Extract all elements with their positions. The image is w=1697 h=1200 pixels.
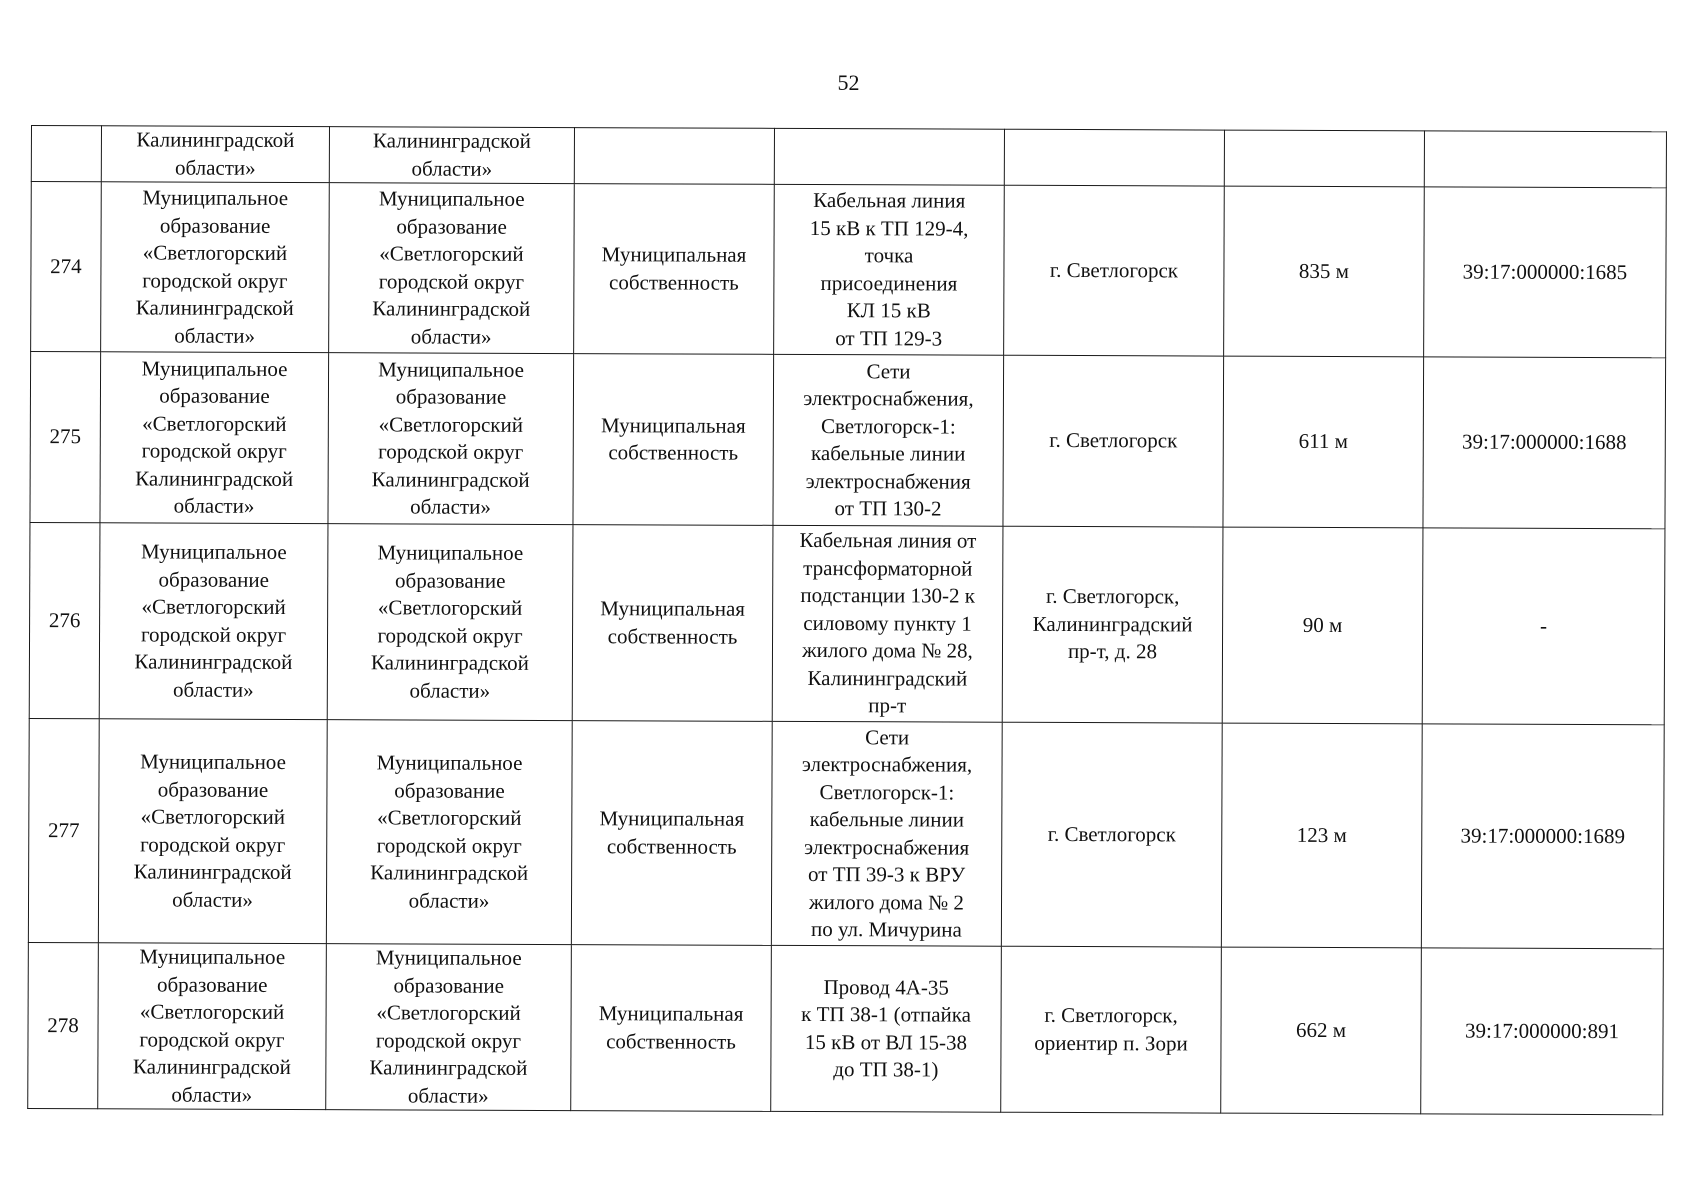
table-row <box>30 352 1666 529</box>
cell-holder: Муниципальное образование «Светлогорский городской округ Калининградской области» <box>98 943 327 1110</box>
cell-holder: Муниципальное образование «Светлогорский городской округ Калининградской области» <box>99 523 328 720</box>
cell-name: Сети электроснабжения, Светлогорск-1: кабельные линии электроснабжения от ТП 39-3 к ВРУ жилого дома № 2 по ул. Мичурина <box>771 721 1002 946</box>
cell-holder: Калининградской области» <box>101 126 329 183</box>
cell-name: Кабельная линия от трансформаторной подстанции 130-2 к силовому пункту 1 жилого дома № 28, Калининградский пр-т <box>772 525 1003 722</box>
cell-cadastral: 39:17:000000:1685 <box>1424 187 1667 358</box>
cell-cadastral: 39:17:000000:891 <box>1421 948 1664 1115</box>
table-row <box>29 522 1665 724</box>
cell-cadastral: - <box>1422 528 1665 725</box>
cell-address: г. Светлогорск, ориентир п. Зори <box>1001 946 1222 1113</box>
cell-name: Кабельная линия 15 кВ к ТП 129-4, точка присоединения КЛ 15 кВ от ТП 129-3 <box>774 184 1005 355</box>
cell-length: 835 м <box>1224 186 1425 357</box>
table-row-continuation <box>31 126 1666 188</box>
cell-length: 662 м <box>1221 947 1422 1114</box>
page-number: 52 <box>837 70 860 95</box>
cell-owner: Муниципальное образование «Светлогорский городской округ Калининградской области» <box>326 720 572 945</box>
cell-name: Сети электроснабжения, Светлогорск-1: кабельные линии электроснабжения от ТП 130-2 <box>773 354 1004 526</box>
cell-owner: Муниципальное образование «Светлогорский городской округ Калининградской области» <box>327 524 573 721</box>
cell-ownership <box>574 128 774 185</box>
cell-ownership: Муниципальная собственность <box>571 945 772 1112</box>
cell-num <box>31 126 101 182</box>
cell-num: 276 <box>29 522 100 718</box>
cell-address: г. Светлогорск <box>1004 185 1225 356</box>
cell-length: 123 м <box>1221 723 1422 948</box>
cell-owner: Калининградской области» <box>329 127 574 184</box>
cell-num: 274 <box>31 182 102 352</box>
cell-address: г. Светлогорск <box>1003 355 1224 527</box>
cell-name <box>774 128 1004 185</box>
property-registry-table <box>27 125 1667 1115</box>
cell-ownership: Муниципальная собственность <box>574 184 775 355</box>
cell-cadastral <box>1424 131 1666 188</box>
cell-owner: Муниципальное образование «Светлогорский городской округ Калининградской области» <box>328 353 574 525</box>
cell-holder: Муниципальное образование «Светлогорский городской округ Калининградской области» <box>98 719 327 944</box>
table-row <box>31 182 1667 358</box>
cell-owner: Муниципальное образование «Светлогорский городской округ Калининградской области» <box>329 183 575 354</box>
cell-holder: Муниципальное образование «Светлогорский городской округ Калининградской области» <box>101 182 330 353</box>
cell-address: г. Светлогорск <box>1001 722 1222 947</box>
cell-owner: Муниципальное образование «Светлогорский городской округ Калининградской области» <box>326 944 572 1111</box>
cell-address: г. Светлогорск, Калининградский пр-т, д. 28 <box>1002 526 1223 723</box>
table-row <box>28 718 1664 948</box>
cell-ownership: Муниципальная собственность <box>571 721 772 946</box>
cell-num: 278 <box>28 942 99 1108</box>
cell-num: 277 <box>28 718 99 942</box>
cell-holder: Муниципальное образование «Светлогорский городской округ Калининградской области» <box>100 352 329 524</box>
cell-ownership: Муниципальная собственность <box>573 354 774 526</box>
cell-cadastral: 39:17:000000:1688 <box>1423 357 1666 529</box>
cell-num: 275 <box>30 352 101 523</box>
cell-length: 611 м <box>1223 356 1424 528</box>
cell-cadastral: 39:17:000000:1689 <box>1421 724 1664 949</box>
cell-ownership: Муниципальная собственность <box>572 525 773 722</box>
cell-address <box>1004 129 1224 186</box>
cell-length: 90 м <box>1222 527 1423 724</box>
table-row <box>28 942 1664 1114</box>
cell-length <box>1224 130 1424 187</box>
cell-name: Провод 4А-35 к ТП 38-1 (отпайка 15 кВ от ВЛ 15-38 до ТП 38-1) <box>771 945 1002 1112</box>
